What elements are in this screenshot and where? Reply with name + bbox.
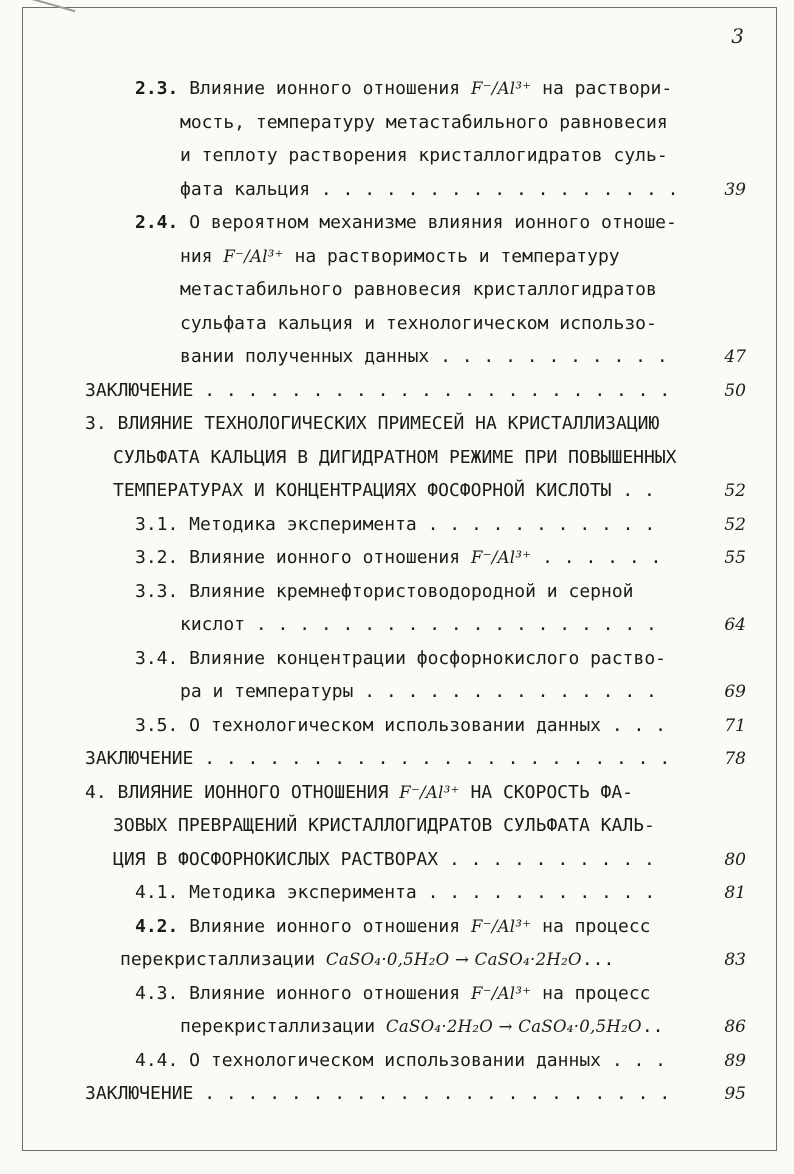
- text-segment: ЗАКЛЮЧЕНИЕ . . . . . . . . . . . . . . . . . . . . . .: [85, 748, 671, 769]
- toc-page-ref: 86: [724, 1017, 746, 1037]
- text-segment: ЗАКЛЮЧЕНИЕ . . . . . . . . . . . . . . . . . . . . . .: [85, 1083, 671, 1104]
- toc-line: [85, 943, 746, 977]
- toc-entry-text: [113, 843, 700, 877]
- toc-page-ref: 50: [724, 380, 746, 401]
- text-segment: НА СКОРОСТЬ ФА-: [459, 781, 634, 803]
- toc-page-ref: 47: [724, 347, 746, 367]
- toc-entry-text: [180, 608, 700, 642]
- text-segment: на растворимость и температуру: [283, 245, 620, 267]
- toc-line: [85, 273, 746, 307]
- toc-line: [85, 541, 746, 575]
- toc-page-ref: 78: [724, 749, 746, 769]
- toc-line: [85, 340, 746, 374]
- text-segment: 3.5. О технологическом использовании данных . . .: [135, 714, 667, 736]
- chemical-formula: F⁻/Al³⁺: [470, 548, 532, 567]
- text-segment: 4.4. О технологическом использовании данных . . .: [135, 1049, 667, 1071]
- text-segment: 3.1. Методика эксперимента . . . . . . . . . . .: [135, 513, 656, 535]
- toc-page-ref: 89: [724, 1050, 746, 1071]
- text-segment: 2.4.: [135, 212, 190, 233]
- chemical-formula: CaSO₄·2H₂O → CaSO₄·0,5H₂O: [385, 1017, 642, 1036]
- toc-line: [85, 1010, 746, 1044]
- toc-entry-text: [113, 441, 746, 475]
- text-segment: на процесс: [531, 982, 651, 1004]
- toc-page-ref: 69: [724, 682, 746, 702]
- text-segment: ра и температуры . . . . . . . . . . . . . .: [180, 681, 657, 702]
- text-segment: перекристаллизации: [120, 949, 326, 970]
- text-segment: Влияние ионного отношения: [189, 915, 471, 937]
- text-segment: 3. ВЛИЯНИЕ ТЕХНОЛОГИЧЕСКИХ ПРИМЕСЕЙ НА КРИСТАЛЛИЗАЦИЮ: [85, 413, 660, 434]
- toc-line: [85, 910, 746, 944]
- toc-entry-text: [180, 675, 700, 709]
- toc-line: [85, 72, 746, 106]
- toc-line: [85, 977, 746, 1011]
- toc-page-ref: 81: [724, 883, 746, 903]
- text-segment: 4.3. Влияние ионного отношения: [135, 982, 471, 1004]
- toc-entry-text: [135, 575, 746, 609]
- toc-entry-text: [180, 139, 746, 173]
- toc-page-ref: 80: [724, 849, 746, 870]
- chemical-formula: F⁻/Al³⁺: [470, 916, 532, 936]
- toc-line: [85, 776, 746, 810]
- toc-page-ref: 55: [724, 548, 746, 568]
- toc-entry-text: [180, 307, 746, 341]
- text-segment: ния: [180, 245, 224, 267]
- toc-line: [85, 876, 746, 910]
- text-segment: 4.1. Методика эксперимента . . . . . . . . . . .: [135, 882, 656, 903]
- toc-line: [85, 139, 746, 173]
- text-segment: на раствори-: [531, 78, 673, 99]
- text-segment: Влияние ионного отношения: [189, 78, 471, 99]
- toc-entry-text: [135, 541, 700, 575]
- toc-line: [85, 474, 746, 508]
- toc-page-ref: 71: [724, 715, 746, 736]
- text-segment: вании полученных данных . . . . . . . . . . .: [180, 346, 668, 367]
- toc-entry-text: [135, 1044, 700, 1078]
- toc-line: [85, 206, 746, 240]
- text-segment: 4.2.: [135, 915, 190, 937]
- chemical-formula: F⁻/Al³⁺: [399, 782, 460, 802]
- chemical-formula: CaSO₄·0,5H₂O → CaSO₄·2H₂O: [325, 950, 582, 969]
- page-number: 3: [731, 24, 744, 48]
- toc-entry-text: [135, 709, 700, 743]
- toc-line: [85, 709, 746, 743]
- toc-page-ref: 52: [724, 514, 746, 535]
- toc-page-ref: 39: [724, 179, 746, 200]
- toc-line: [85, 843, 746, 877]
- text-segment: 3.4. Влияние концентрации фосфорнокислого раство-: [135, 647, 667, 669]
- toc-entry-text: [135, 206, 746, 240]
- toc-entry-text: [180, 240, 746, 274]
- toc-line: [85, 675, 746, 709]
- toc-entry-text: [135, 977, 746, 1011]
- toc-entry-text: [113, 474, 700, 508]
- toc-line: [85, 642, 746, 676]
- toc-line: [85, 508, 746, 542]
- text-segment: мость, температуру метастабильного равновесия: [180, 111, 668, 133]
- text-segment: фата кальция . . . . . . . . . . . . . . . . .: [180, 178, 679, 200]
- toc-line: [85, 608, 746, 642]
- toc-page-ref: 64: [724, 615, 746, 635]
- scan-artifact: [31, 0, 76, 12]
- toc-entry-text: [135, 508, 700, 542]
- text-segment: на процесс: [531, 915, 651, 937]
- text-segment: ЦИЯ В ФОСФОРНОКИСЛЫХ РАСТВОРАХ . . . . . . . . . .: [113, 848, 655, 870]
- toc-line: [85, 1044, 746, 1078]
- toc-entry-text: [135, 876, 700, 910]
- text-segment: 3.3. Влияние кремнефтористоводородной и серной: [135, 580, 634, 602]
- chemical-formula: F⁻/Al³⁺: [470, 79, 532, 98]
- text-segment: ЗОВЫХ ПРЕВРАЩЕНИЙ КРИСТАЛЛОГИДРАТОВ СУЛЬФАТА КАЛЬ-: [113, 815, 655, 836]
- text-segment: 2.3.: [135, 78, 190, 99]
- toc-entry-text: [180, 106, 746, 140]
- toc-entry-text: [180, 273, 746, 307]
- toc-entry-text: [85, 407, 746, 441]
- toc-entry-text: [85, 1077, 700, 1111]
- toc-entry-text: [135, 72, 746, 106]
- toc-line: [85, 742, 746, 776]
- toc-entry-text: [180, 340, 700, 374]
- toc-page-ref: 83: [724, 950, 746, 970]
- text-segment: перекристаллизации: [180, 1016, 386, 1037]
- toc-entry-text: [85, 776, 746, 810]
- toc-entry-text: [180, 1010, 700, 1044]
- text-segment: . . . . . .: [531, 547, 662, 568]
- toc-line: [85, 407, 746, 441]
- toc-entry-text: [85, 374, 700, 408]
- toc-line: [85, 1077, 746, 1111]
- chemical-formula: F⁻/Al³⁺: [223, 246, 284, 266]
- text-segment: и теплоту растворения кристаллогидратов суль-: [180, 145, 668, 166]
- text-segment: сульфата кальция и технологическом использо-: [180, 312, 657, 334]
- toc-line: [85, 374, 746, 408]
- toc: [0, 72, 794, 1111]
- toc-entry-text: [113, 809, 746, 843]
- text-segment: метастабильного равновесия кристаллогидратов: [180, 279, 657, 300]
- toc-entry-text: [120, 943, 700, 977]
- toc-entry-text: [85, 742, 700, 776]
- toc-line: [85, 240, 746, 274]
- toc-line: [85, 307, 746, 341]
- toc-line: [85, 575, 746, 609]
- toc-page-ref: 95: [724, 1084, 746, 1104]
- text-segment: кислот . . . . . . . . . . . . . . . . . . .: [180, 614, 657, 635]
- chemical-formula: F⁻/Al³⁺: [470, 983, 532, 1003]
- text-segment: ..: [641, 1016, 664, 1037]
- toc-entry-text: [180, 173, 700, 207]
- toc-line: [85, 441, 746, 475]
- toc-line: [85, 173, 746, 207]
- toc-entry-text: [135, 642, 746, 676]
- text-segment: 4. ВЛИЯНИЕ ИОННОГО ОТНОШЕНИЯ: [85, 781, 400, 803]
- text-segment: ...: [581, 949, 615, 970]
- text-segment: ЗАКЛЮЧЕНИЕ . . . . . . . . . . . . . . . . . . . . . .: [85, 379, 671, 401]
- text-segment: ТЕМПЕРАТУРАХ И КОНЦЕНТРАЦИЯХ ФОСФОРНОЙ КИСЛОТЫ . .: [113, 480, 655, 501]
- toc-page-ref: 52: [724, 481, 746, 501]
- toc-entry-text: [135, 910, 746, 944]
- toc-line: [85, 809, 746, 843]
- toc-line: [85, 106, 746, 140]
- text-segment: О вероятном механизме влияния ионного отноше-: [189, 212, 677, 233]
- text-segment: СУЛЬФАТА КАЛЬЦИЯ В ДИГИДРАТНОМ РЕЖИМЕ ПРИ ПОВЫШЕННЫХ: [113, 446, 677, 468]
- text-segment: 3.2. Влияние ионного отношения: [135, 547, 471, 568]
